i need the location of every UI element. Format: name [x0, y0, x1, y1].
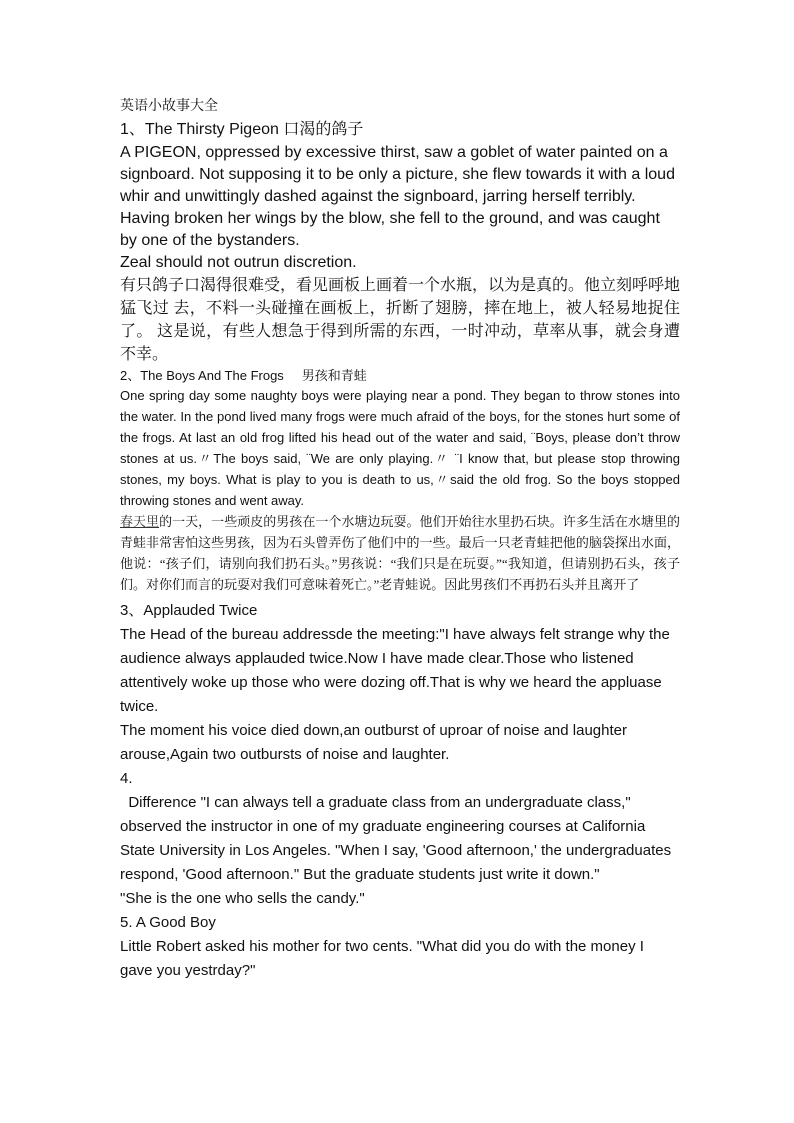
story-1-body-zh: 有只鸽子口渴得很难受，看见画板上画着一个水瓶，以为是真的。他立刻呼呼地猛飞过 去，不料一头碰撞在画板上，折断了翅膀，摔在地上，被人轻易地捉住了。 这是说，有些人想急于得到所需的东西，一时冲动，草率从事，就会身遭不幸。 [120, 277, 681, 363]
story-1-number: 1、 [120, 121, 145, 138]
story-5-paragraph-1: Little Robert asked his mother for two cents. "What did you do with the money I gave you yestrday?" [120, 938, 644, 979]
story-3-heading: 3、Applauded Twice [120, 602, 258, 619]
story-1-moral: Zeal should not outrun discretion. [120, 254, 357, 271]
story-3-paragraph-1: The Head of the bureau addressde the meeting:"I have always felt strange why the audience always applauded twice.Now I have made clear.Those who listened attentively woke up those who were dozing off.That is why we heard the appluase twice. [120, 626, 670, 715]
story-2-heading [120, 366, 680, 385]
story-2-title-zh: 男孩和青蛙 [301, 368, 367, 383]
story-1-title-en: The Thirsty Pigeon [144, 121, 284, 138]
story-1-title-zh: 口渴的鸽子 [283, 121, 364, 138]
story-1-body-en: A PIGEON, oppressed by excessive thirst, saw a goblet of water painted on a signboard. Not supposing it to be only a picture, she flew towards it with a loud whir and unwittingly dashed against the signboard, jarring herself terribly. Having broken her wings by the blow, she fell to the ground, and was caught by one of the bystanders. [120, 144, 675, 249]
spring-link[interactable]: 春天里 [120, 514, 160, 529]
story-1 [120, 118, 680, 366]
story-5 [120, 911, 680, 983]
story-5-heading: 5. A Good Boy [120, 914, 216, 931]
story-2-body-zh-text: 的一天，一些顽皮的男孩在一个水塘边玩耍。他们开始往水里扔石块。许多生活在水塘里的青蛙非常害怕这些男孩，因为石头曾弄伤了他们中的一些。最后一只老青蛙把他的脑袋探出水面，他说：“孩子们，请别向我们扔石头。”男孩说：“我们只是在玩耍。”“我知道，但请别扔石头，孩子们。对你们而言的玩耍对我们可意味着死亡。”老青蛙说。因此男孩们不再扔石头并且离开了 [120, 514, 680, 592]
story-3 [120, 599, 680, 767]
document-page [120, 96, 680, 983]
story-3-paragraph-2: The moment his voice died down,an outburst of uproar of noise and laughter arouse,Again two outbursts of noise and laughter. [120, 722, 627, 763]
story-2-number: 2、 [120, 368, 141, 383]
story-4 [120, 767, 680, 911]
story-1-heading [120, 118, 680, 142]
story-2-body-zh [120, 511, 680, 595]
document-title: 英语小故事大全 [120, 99, 218, 114]
story-4-paragraph-2: "She is the one who sells the candy." [120, 890, 365, 907]
story-2-title-en: The Boys And The Frogs [140, 368, 284, 383]
story-4-number: 4. [120, 770, 133, 787]
story-2-body-en: One spring day some naughty boys were playing near a pond. They began to throw stones into the water. In the pond lived many frogs were much afraid of the boys, for the stones hurt some of the frogs. At last an old frog lifted his head out of the water and said, ¨Boys, please don’t throw stones at us.〃The boys said, ¨We are only playing.〃 ¨I know that, but please stop throwing stones, my boys. What is play to you is death to us,〃said the old frog. So the boys stopped throwing stones and went away. [120, 388, 680, 508]
story-2 [120, 366, 680, 595]
story-4-paragraph-1: Difference "I can always tell a graduate class from an undergraduate class," observed the instructor in one of my graduate engineering courses at California State University in Los Angeles. "When I say, 'Good afternoon,' the undergraduates respond, 'Good afternoon." But the graduate students just write it down." [120, 794, 676, 883]
